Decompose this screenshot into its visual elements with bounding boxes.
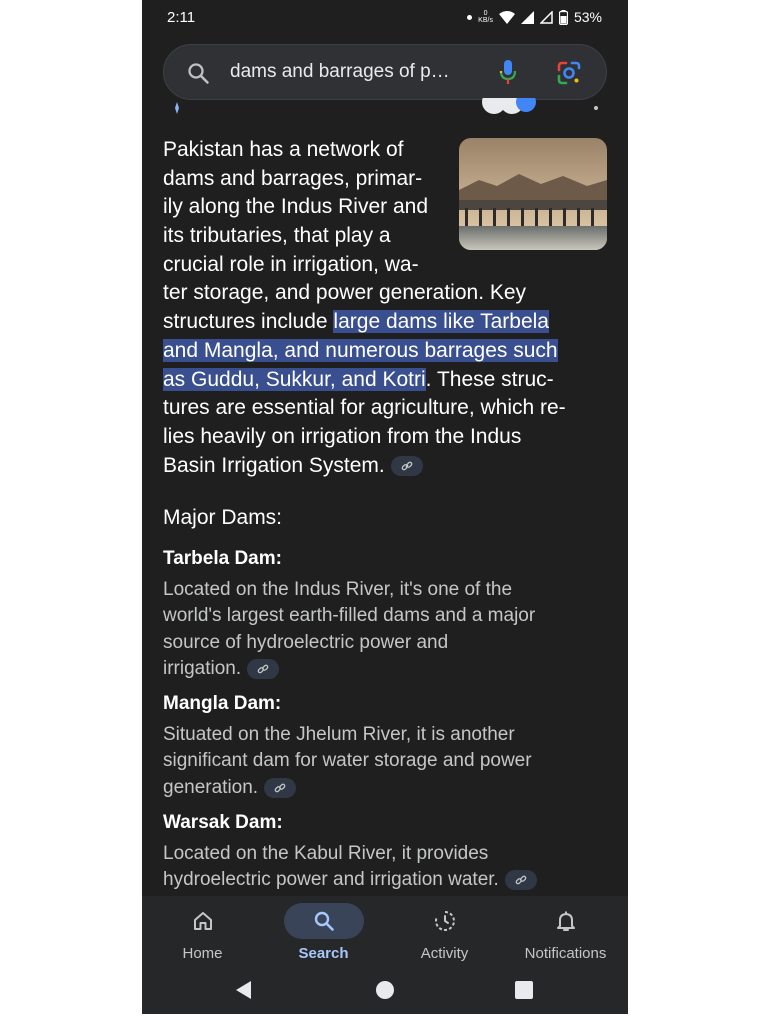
ai-overview-header	[170, 98, 610, 118]
link-icon	[274, 782, 286, 794]
link-icon	[401, 460, 413, 472]
net-speed-unit: KB/s	[478, 17, 493, 24]
link-icon	[257, 663, 269, 675]
wifi-icon	[499, 11, 515, 24]
search-icon[interactable]	[186, 61, 210, 85]
back-icon[interactable]	[234, 980, 254, 1000]
mic-icon[interactable]	[499, 59, 517, 87]
overview-text-segment: Basin Irrigation System.	[163, 453, 385, 477]
search-bar[interactable]	[163, 44, 607, 100]
source-logo-icon	[480, 98, 540, 118]
overview-line: crucial role in irrigation, wa-	[163, 252, 419, 276]
battery-percent: 53%	[573, 9, 602, 25]
overview-line: its tributaries, that play a	[163, 224, 391, 248]
desc-line	[163, 867, 603, 893]
link-icon	[515, 874, 527, 886]
notification-dot-icon	[467, 15, 472, 20]
desc-line	[163, 656, 603, 682]
home-icon	[191, 909, 215, 933]
dam-desc-tarbela	[163, 577, 603, 682]
overview-line	[163, 452, 608, 481]
overview-text-segment: . These struc-	[425, 367, 554, 391]
overview-line: dams and barrages, primar-	[163, 166, 423, 190]
nav-label-activity: Activity	[420, 945, 469, 962]
battery-icon	[559, 10, 568, 25]
nav-notifications[interactable]	[505, 896, 626, 970]
nav-notifications-icon-wrap	[526, 903, 606, 939]
overview-text-segment: structures include	[163, 310, 334, 334]
dam-desc-mangla	[163, 722, 603, 801]
dam-title-mangla: Mangla Dam:	[163, 693, 282, 714]
desc-line: world's largest earth-filled dams and a major	[163, 605, 536, 627]
overview-line: ter storage, and power generation. Key	[163, 281, 527, 305]
nav-label-notifications: Notifications	[524, 945, 607, 962]
dam-title-tarbela: Tarbela Dam:	[163, 548, 282, 569]
overview-line: Pakistan has a network of	[163, 138, 404, 161]
signal-icon	[521, 11, 534, 24]
nav-activity[interactable]	[384, 896, 505, 970]
net-speed-value: 0	[483, 10, 488, 17]
nav-search[interactable]	[263, 896, 384, 970]
highlighted-text: large dams like Tarbela	[333, 310, 549, 334]
system-navigation-bar	[142, 970, 628, 1014]
phone-screen	[142, 0, 628, 1014]
desc-line: Located on the Indus River, it's one of the	[163, 579, 513, 600]
lens-icon[interactable]	[556, 60, 582, 86]
nav-home[interactable]	[142, 896, 263, 970]
nav-label-search: Search	[298, 945, 349, 962]
sparkle-icon	[170, 98, 184, 118]
desc-text: generation.	[163, 776, 259, 798]
desc-line: Located on the Kabul River, it provides	[163, 843, 489, 864]
nav-activity-icon-wrap	[405, 903, 485, 939]
search-icon	[312, 909, 336, 933]
status-icons	[467, 9, 602, 25]
search-input[interactable]: dams and barrages of p…	[230, 61, 450, 82]
major-dams-heading: Major Dams:	[163, 506, 283, 529]
source-link-button[interactable]	[391, 456, 423, 476]
bell-icon	[554, 909, 578, 933]
overview-line	[163, 366, 608, 395]
status-time: 2:11	[167, 9, 196, 26]
desc-line: Situated on the Jhelum River, it is another	[163, 724, 515, 745]
activity-icon	[433, 909, 457, 933]
overview-line: tures are essential for agriculture, which re-	[163, 396, 566, 420]
more-options-icon[interactable]	[593, 98, 599, 118]
desc-text: hydroelectric power and irrigation water.	[163, 869, 499, 891]
overview-line	[163, 337, 608, 366]
highlighted-text: as Guddu, Sukkur, and Kotri	[163, 367, 426, 391]
dam-desc-warsak	[163, 841, 603, 894]
desc-text: irrigation.	[163, 657, 242, 679]
desc-line: significant dam for water storage and power	[163, 750, 532, 772]
desc-line	[163, 775, 603, 801]
desc-line: source of hydroelectric power and	[163, 631, 449, 653]
source-link-button[interactable]	[505, 870, 537, 890]
nav-label-home: Home	[182, 945, 223, 962]
recents-icon[interactable]	[514, 980, 534, 1000]
signal-empty-icon	[540, 11, 553, 24]
nav-search-icon-wrap	[284, 903, 364, 939]
dam-title-warsak: Warsak Dam:	[163, 812, 283, 833]
overview-paragraph	[163, 136, 608, 480]
source-link-button[interactable]	[247, 659, 279, 679]
overview-line: ily along the Indus River and	[163, 195, 428, 219]
home-button-icon[interactable]	[375, 980, 395, 1000]
nav-home-icon-wrap	[163, 903, 243, 939]
net-speed-indicator	[478, 10, 493, 24]
status-bar	[142, 0, 628, 36]
source-link-button[interactable]	[264, 778, 296, 798]
bottom-navigation	[142, 896, 628, 970]
highlighted-text: and Mangla, and numerous barrages such	[163, 338, 558, 362]
overview-line	[163, 308, 608, 337]
overview-line: lies heavily on irrigation from the Indus	[163, 424, 522, 448]
